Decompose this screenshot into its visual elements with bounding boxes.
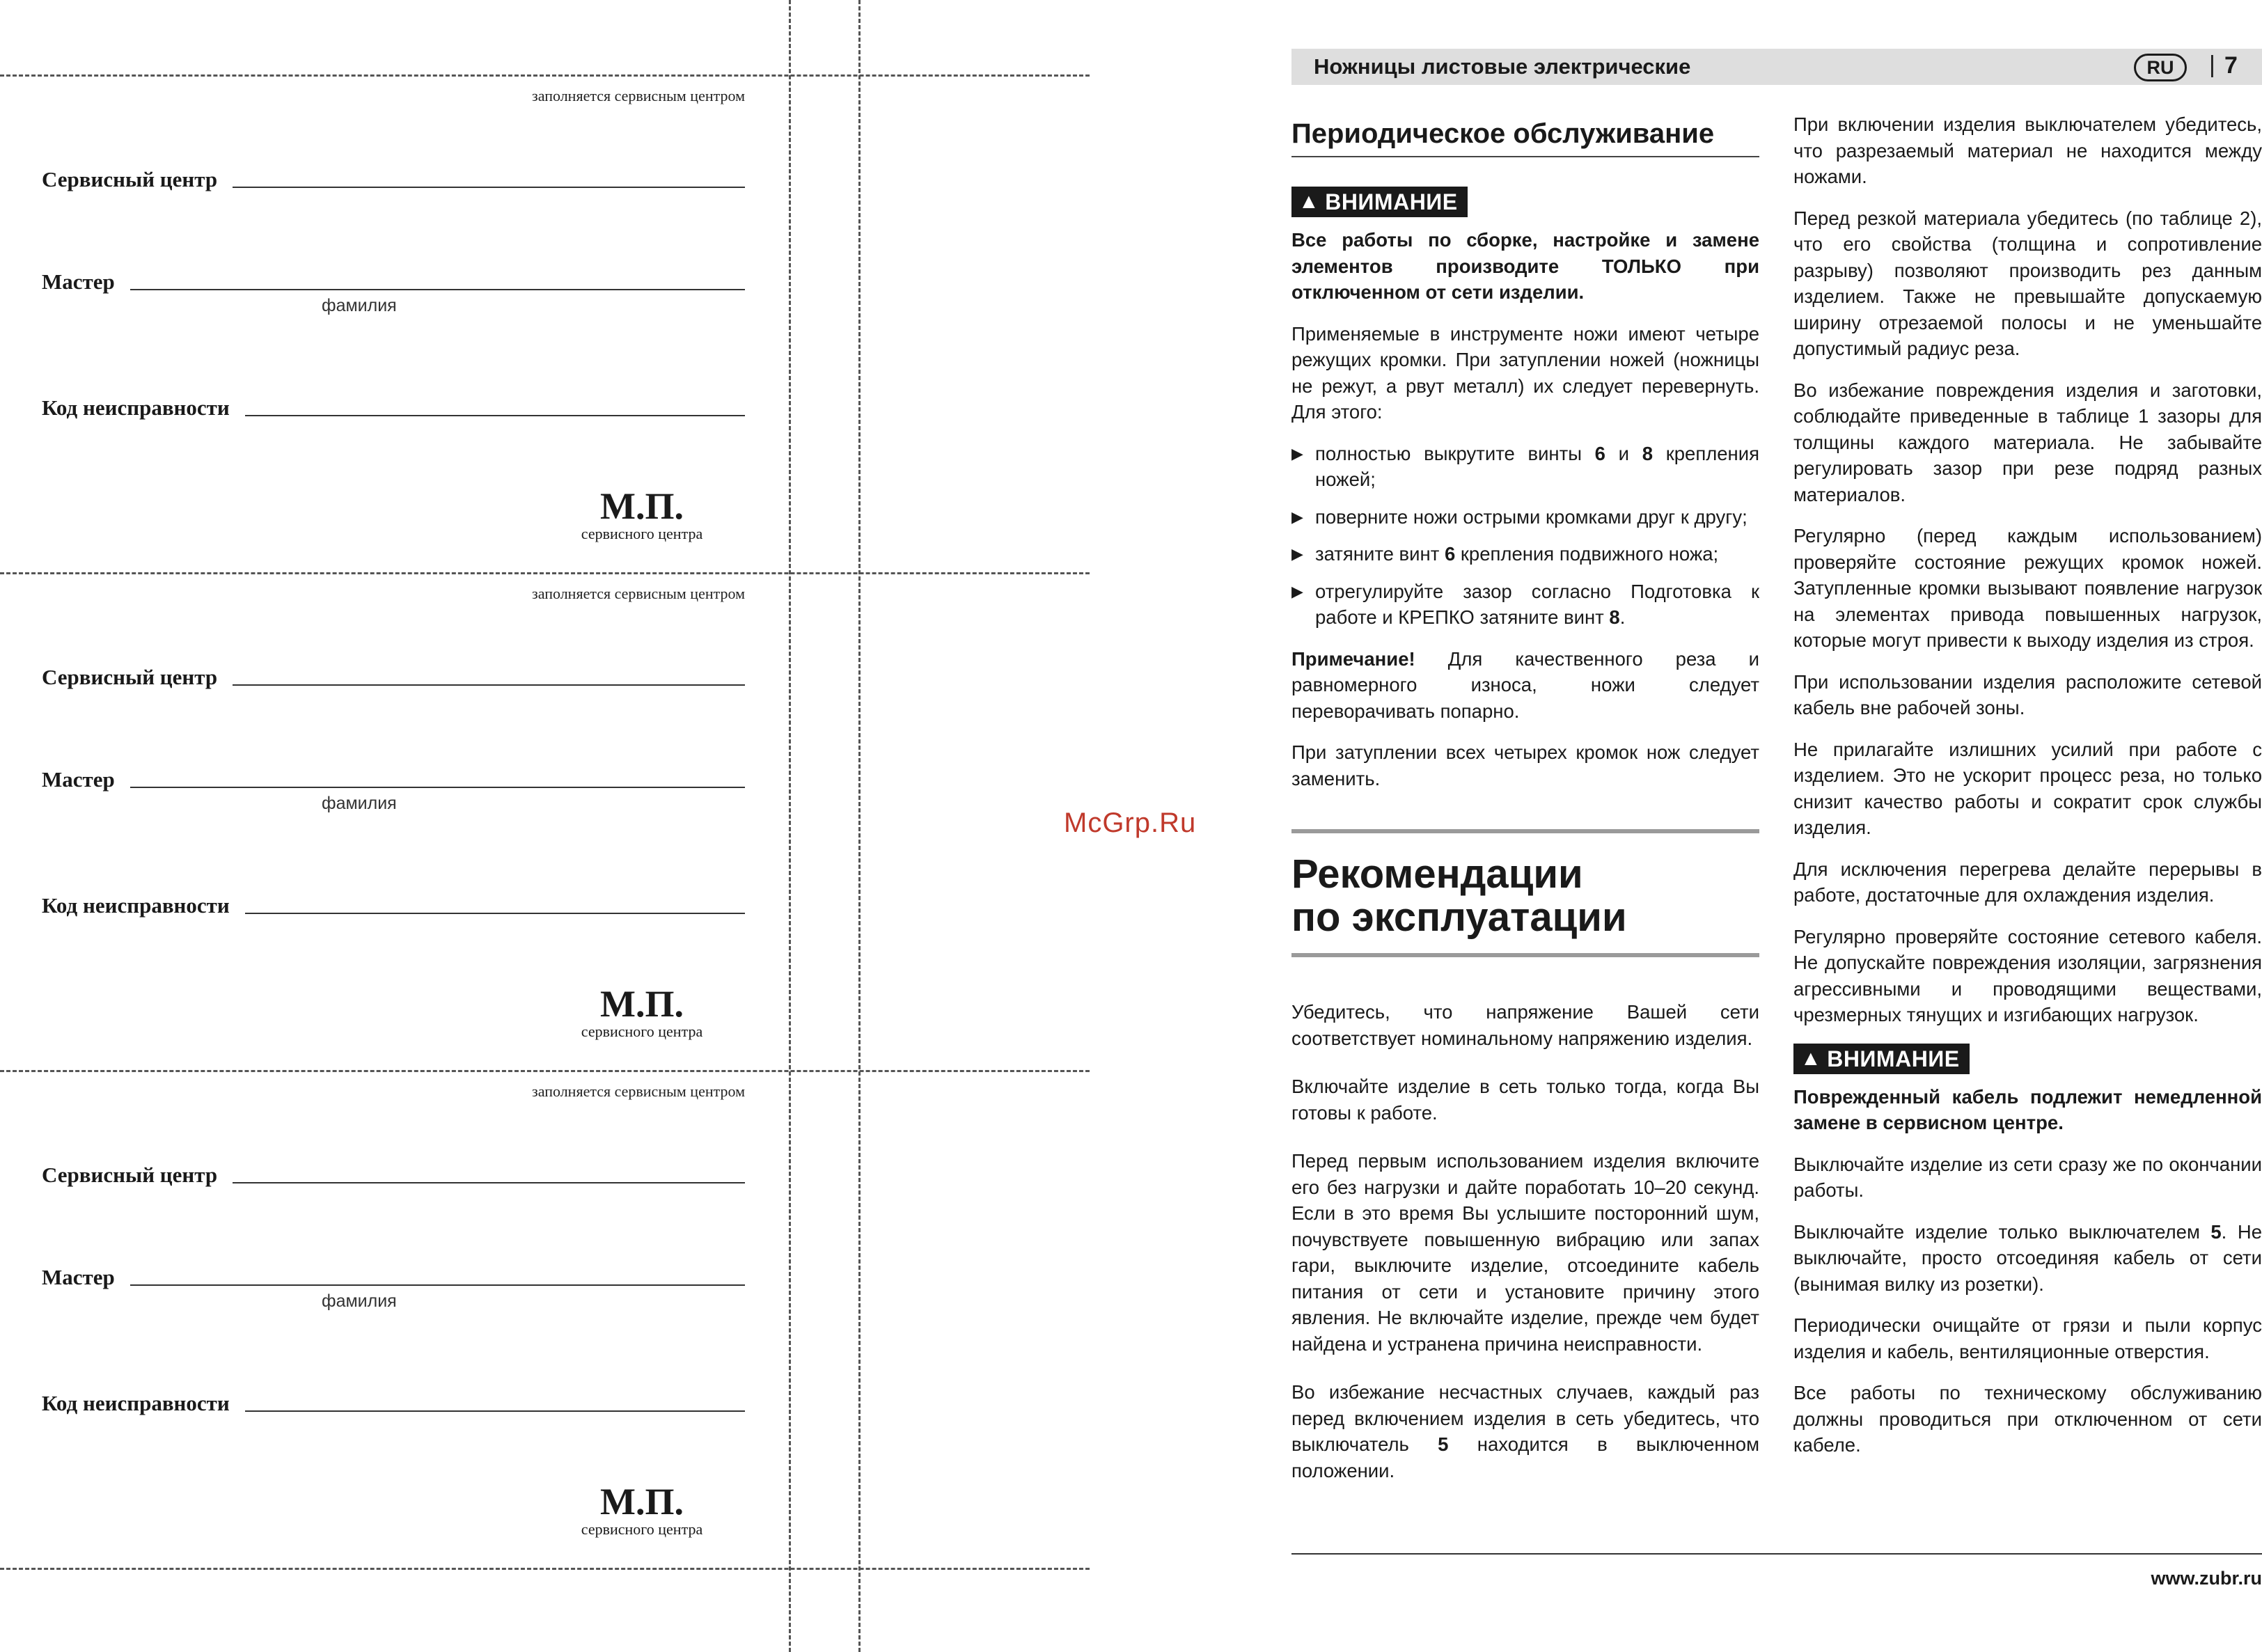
master-line[interactable] bbox=[130, 787, 745, 788]
master-line[interactable] bbox=[130, 1284, 745, 1286]
service-center-field[interactable] bbox=[42, 665, 745, 690]
paragraph: Регулярно (перед каждым использованием) проверяйте состояние режущих кромок ножей. Затупленные кромки вызывают появление нагрузок на элементах привода повышенных нагрузок, которые могут привести к выходу изделия из строя. bbox=[1793, 525, 2262, 651]
master-label: Мастер bbox=[42, 767, 115, 792]
surname-caption: фамилия bbox=[322, 794, 397, 813]
header-separator: | bbox=[2209, 52, 2215, 78]
list-item: ▶ затяните винт 6 крепления подвижного ножа; bbox=[1291, 541, 1759, 567]
paragraph: Все работы по техническому обслуживанию должны проводиться при отключенном от сети кабеле. bbox=[1793, 1382, 2262, 1456]
stamp-place bbox=[565, 487, 718, 543]
bullet-arrow-icon: ▶ bbox=[1291, 582, 1303, 600]
watermark-text: McGrp.Ru bbox=[1064, 808, 1197, 838]
page-header bbox=[1291, 49, 2262, 85]
fault-code-field[interactable] bbox=[42, 1391, 745, 1416]
stamp-caption: сервисного центра bbox=[581, 525, 703, 542]
cut-line-horizontal-1 bbox=[0, 74, 1090, 77]
fault-code-field[interactable] bbox=[42, 395, 745, 420]
service-center-label: Сервисный центр bbox=[42, 167, 218, 191]
section-rule bbox=[1291, 156, 1759, 157]
footer-url[interactable]: www.zubr.ru bbox=[2151, 1568, 2262, 1589]
page-number: 7 bbox=[2224, 52, 2238, 79]
paragraph: Во избежание несчастных случаев, каждый раз перед включением изделия в сеть убедитесь, что выключатель 5 находится в выключенном положении. bbox=[1291, 1381, 1759, 1481]
warning-badge bbox=[1291, 187, 1468, 217]
bullet-arrow-icon: ▶ bbox=[1291, 444, 1303, 462]
bullet-arrow-icon: ▶ bbox=[1291, 545, 1303, 563]
fault-code-label: Код неисправности bbox=[42, 395, 230, 420]
filled-by-note: заполняется сервисным центром bbox=[532, 87, 745, 104]
fault-code-line[interactable] bbox=[245, 415, 745, 416]
warning-text: Поврежденный кабель подлежит немедленной замене в сервисном центре. bbox=[1793, 1085, 2262, 1133]
steps-list bbox=[1291, 441, 1759, 631]
language-badge: RU bbox=[2134, 54, 2187, 81]
paragraph: Перед первым использованием изделия включите его без нагрузки и дайте поработать 10–20 секунд. Если в это время Вы услышите посторонний шум, почувствуете повышенную вибрацию или запах гари, выключите изделие, отсоедините кабель питания от сети и установите причину этого явления. Не включайте изделие, прежде чем будет найдена и устранена причина неисправности. bbox=[1291, 1150, 1759, 1355]
footer-rule bbox=[1291, 1553, 2262, 1555]
section-title-maintenance: Периодическое обслуживание bbox=[1291, 118, 1715, 149]
warning-text: Все работы по сборке, настройке и замене элементов производите ТОЛЬКО при отключенном от сети изделии. bbox=[1291, 229, 1759, 303]
section-rule bbox=[1291, 953, 1759, 957]
fault-code-label: Код неисправности bbox=[42, 1391, 230, 1415]
warning-icon: ▲ bbox=[1298, 190, 1320, 213]
stamp-caption: сервисного центра bbox=[581, 1520, 703, 1538]
stamp-caption: сервисного центра bbox=[581, 1023, 703, 1040]
header-title: Ножницы листовые электрические bbox=[1314, 54, 1691, 79]
surname-caption: фамилия bbox=[322, 1291, 397, 1311]
paragraph: При использовании изделия расположите сетевой кабель вне рабочей зоны. bbox=[1793, 670, 2262, 718]
stamp-label: М.П. bbox=[600, 485, 684, 527]
paragraph: Не прилагайте излишних усилий при работе с изделием. Это не ускорит процесс реза, но только снизит качество работы и сократит срок службы изделия. bbox=[1793, 738, 2262, 838]
warning-block bbox=[1793, 1044, 2262, 1074]
master-field[interactable] bbox=[42, 269, 745, 294]
paragraph: Убедитесь, что напряжение Вашей сети соответствует номинальному напряжению изделия. bbox=[1291, 1001, 1759, 1049]
service-center-field[interactable] bbox=[42, 1163, 745, 1188]
note-paragraph: Примечание! Для качественного реза и равномерного износа, ножи следует переворачивать попарно. bbox=[1291, 647, 1759, 722]
cut-line-vertical-2 bbox=[858, 0, 861, 1652]
column-right bbox=[1793, 111, 2262, 1474]
service-center-line[interactable] bbox=[233, 187, 745, 188]
warning-block bbox=[1291, 187, 1759, 217]
section-title-recommendations: Рекомендации по эксплуатации bbox=[1291, 851, 1627, 940]
surname-caption: фамилия bbox=[322, 296, 397, 315]
service-center-label: Сервисный центр bbox=[42, 665, 218, 689]
fault-code-label: Код неисправности bbox=[42, 893, 230, 918]
service-center-field[interactable] bbox=[42, 167, 745, 192]
column-left bbox=[1291, 117, 1759, 1499]
warranty-card bbox=[0, 1083, 745, 1578]
paragraph: Для исключения перегрева делайте перерывы в работе, достаточные для охлаждения изделия. bbox=[1793, 858, 2262, 906]
master-field[interactable] bbox=[42, 767, 745, 792]
master-label: Мастер bbox=[42, 269, 115, 294]
paragraph: Включайте изделие в сеть только тогда, когда Вы готовы к работе. bbox=[1291, 1076, 1759, 1124]
list-item: ▶ полностью выкрутите винты 6 и 8 крепления ножей; bbox=[1291, 441, 1759, 493]
filled-by-note: заполняется сервисным центром bbox=[532, 1083, 745, 1100]
service-center-label: Сервисный центр bbox=[42, 1163, 218, 1187]
fault-code-line[interactable] bbox=[245, 1410, 745, 1412]
paragraph: При включении изделия выключателем убедитесь, что разрезаемый материал не находится между ножами. bbox=[1793, 113, 2262, 187]
paragraph: Выключайте изделие из сети сразу же по окончании работы. bbox=[1793, 1153, 2262, 1201]
paragraph: Выключайте изделие только выключателем 5. Не выключайте, просто отсоединяя кабель от сети (вынимая вилку из розетки). bbox=[1793, 1220, 2262, 1295]
filled-by-note: заполняется сервисным центром bbox=[532, 585, 745, 602]
warranty-card bbox=[0, 87, 745, 583]
paragraph: Перед резкой материала убедитесь (по таблице 2), что его свойства (толщина и сопротивление разрыву) позволяют производить рез данным изделием. Также не превышайте допускаемую ширину отрезаемой полосы и не уменьшайте допустимый радиус реза. bbox=[1793, 207, 2262, 359]
paragraph: Периодически очищайте от грязи и пыли корпус изделия и кабель, вентиляционные отверстия. bbox=[1793, 1314, 2262, 1362]
paragraph: Регулярно проверяйте состояние сетевого кабеля. Не допускайте повреждения изоляции, загрязнения агрессивными и проводящими веществами, чрезмерных тянущих и изгибающих нагрузок. bbox=[1793, 925, 2262, 1025]
fault-code-field[interactable] bbox=[42, 893, 745, 918]
list-item: ▶ поверните ножи острыми кромками друг к другу; bbox=[1291, 504, 1759, 530]
warranty-card bbox=[0, 585, 745, 1080]
warning-label: ВНИМАНИЕ bbox=[1827, 1046, 1960, 1071]
paragraph: Во избежание повреждения изделия и заготовки, соблюдайте приведенные в таблице 1 зазоры для толщины каждого материала. Не забывайте регулировать зазор при резе подряд разных материалов. bbox=[1793, 379, 2262, 505]
warning-label: ВНИМАНИЕ bbox=[1325, 189, 1458, 214]
bullet-arrow-icon: ▶ bbox=[1291, 508, 1303, 526]
paragraph: При затуплении всех четырех кромок нож следует заменить. bbox=[1291, 741, 1759, 789]
cut-line-vertical-1 bbox=[789, 0, 791, 1652]
service-center-line[interactable] bbox=[233, 684, 745, 686]
stamp-place bbox=[565, 985, 718, 1041]
paragraph: Применяемые в инструменте ножи имеют четыре режущих кромки. При затуплении ножей (ножницы не режут, а рвут металл) их следует перевернуть. Для этого: bbox=[1291, 322, 1759, 423]
master-line[interactable] bbox=[130, 289, 745, 290]
stamp-place bbox=[565, 1483, 718, 1539]
warning-badge bbox=[1793, 1044, 1970, 1074]
stamp-label: М.П. bbox=[600, 1481, 684, 1523]
master-field[interactable] bbox=[42, 1265, 745, 1290]
warning-icon: ▲ bbox=[1800, 1046, 1822, 1070]
section-rule bbox=[1291, 829, 1759, 833]
service-center-line[interactable] bbox=[233, 1182, 745, 1183]
master-label: Мастер bbox=[42, 1265, 115, 1289]
list-item: ▶ отрегулируйте зазор согласно Подготовка к работе и КРЕПКО затяните винт 8. bbox=[1291, 579, 1759, 631]
stamp-label: М.П. bbox=[600, 983, 684, 1025]
fault-code-line[interactable] bbox=[245, 913, 745, 914]
